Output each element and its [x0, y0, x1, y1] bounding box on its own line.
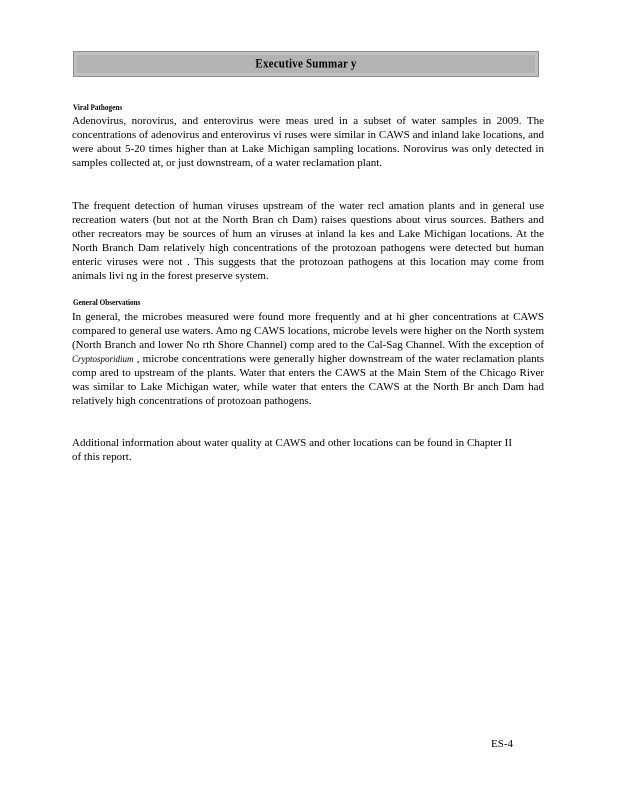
section-heading-viral-pathogens: Viral Pathogens — [73, 103, 123, 112]
page-number: ES-4 — [491, 738, 513, 750]
paragraph-viral-1: Adenovirus, norovirus, and enterovirus were meas ured in a subset of water samples in 2009. The concentrations of adenovirus and enterovirus vi ruses were similar in CAWS and inland lake locations, and were about 5-20 times higher than at Lake Michigan sampling locations. Norovirus was only detected in samples collected at, or just downstream, of a water reclamation plant. — [72, 115, 544, 169]
section-heading-general-observations: General Observations — [73, 298, 141, 307]
paragraph-general-1 — [72, 310, 544, 408]
paragraph-general-1-part-b: , microbe concentrations were generally higher downstream of the water reclamation plants comp ared to upstream of the plants. Water that enters the CAWS at the Main Stem of the Chicago River was similar to Lake Michigan water, while water that enters the CAWS at the North Br anch Dam had relatively high concentrations of protozoan pathogens. — [72, 353, 544, 407]
paragraph-general-2: Additional information about water quality at CAWS and other locations can be found in Chapter II of this report. — [72, 437, 512, 463]
page-title: Executive Summar y — [255, 57, 357, 71]
title-bar-inner — [77, 55, 535, 73]
paragraph-general-1-part-a: In general, the microbes measured were found more frequently and at hi gher concentrations at CAWS compared to general use waters. Amo ng CAWS locations, microbe levels were higher on the North system (North Branch and lower No rth Shore Channel) comp ared to the Cal-Sag Channel. With the exception of — [72, 311, 544, 351]
title-bar — [73, 51, 539, 77]
paragraph-viral-2: The frequent detection of human viruses upstream of the water recl amation plants and in general use recreation waters (but not at the North Bran ch Dam) raises questions about virus sources. Bathers and other recreators may be sources of hum an viruses at inland la kes and Lake Michigan locations. At the North Branch Dam relatively high concentrations of the protozoan pathogens were detected but human enteric viruses were not . This suggests that the protozoan pathogens at this location may come from animals livi ng in the forest preserve system. — [72, 200, 544, 282]
italic-term-cryptosporidium: Cryptosporidium — [72, 354, 134, 364]
